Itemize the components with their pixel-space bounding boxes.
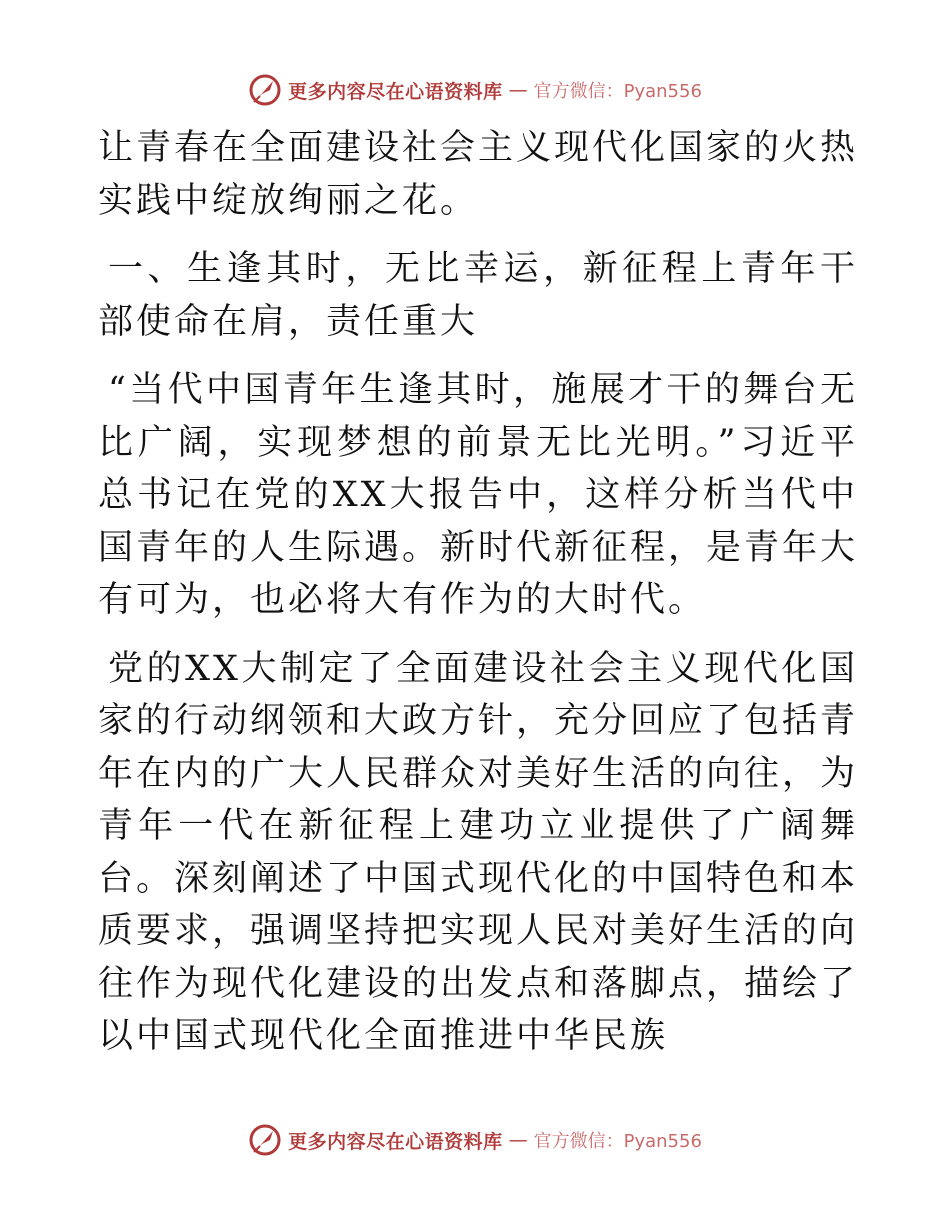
watermark-separator: — <box>508 79 528 101</box>
watermark-brand-text: 更多内容尽在心语资料库 <box>288 80 503 103</box>
footer-watermark <box>0 1120 950 1160</box>
paragraph: 让青春在全面建设社会主义现代化国家的火热实践中绽放绚丽之花。 <box>98 128 859 221</box>
watermark-brand-text: 更多内容尽在心语资料库 <box>288 1130 503 1153</box>
section-heading: 一、生逢其时，无比幸运，新征程上青年干部使命在肩，责任重大 <box>98 249 858 342</box>
quill-circle-logo-icon <box>248 73 282 107</box>
header-watermark <box>0 70 950 110</box>
watermark-wechat-text: 官方微信：Pyan556 <box>533 81 702 102</box>
watermark-wechat-text: 官方微信：Pyan556 <box>533 1131 702 1152</box>
paragraph: 党的XX大制定了全面建设社会主义现代化国家的行动纲领和大政方针，充分回应了包括青年在内的广大人民群众对美好生活的向往，为青年一代在新征程上建功立业提供了广阔舞台。深刻阐述了中国式现代化的中国特色和本质要求，强调坚持把实现人民对美好生活的向往作为现代化建设的出发点和落脚点，描绘了以中国式现代化全面推进中华民族 <box>98 648 859 1056</box>
quill-circle-logo-icon <box>248 1123 282 1157</box>
watermark-separator: — <box>508 1129 528 1151</box>
document-body <box>98 122 858 1063</box>
paragraph: “当代中国青年生逢其时，施展才干的舞台无比广阔，实现梦想的前景无比光明。”习近平总书记在党的XX大报告中，这样分析当代中国青年的人生际遇。新时代新征程，是青年大有可为，也必将大有作为的大时代。 <box>98 370 859 620</box>
